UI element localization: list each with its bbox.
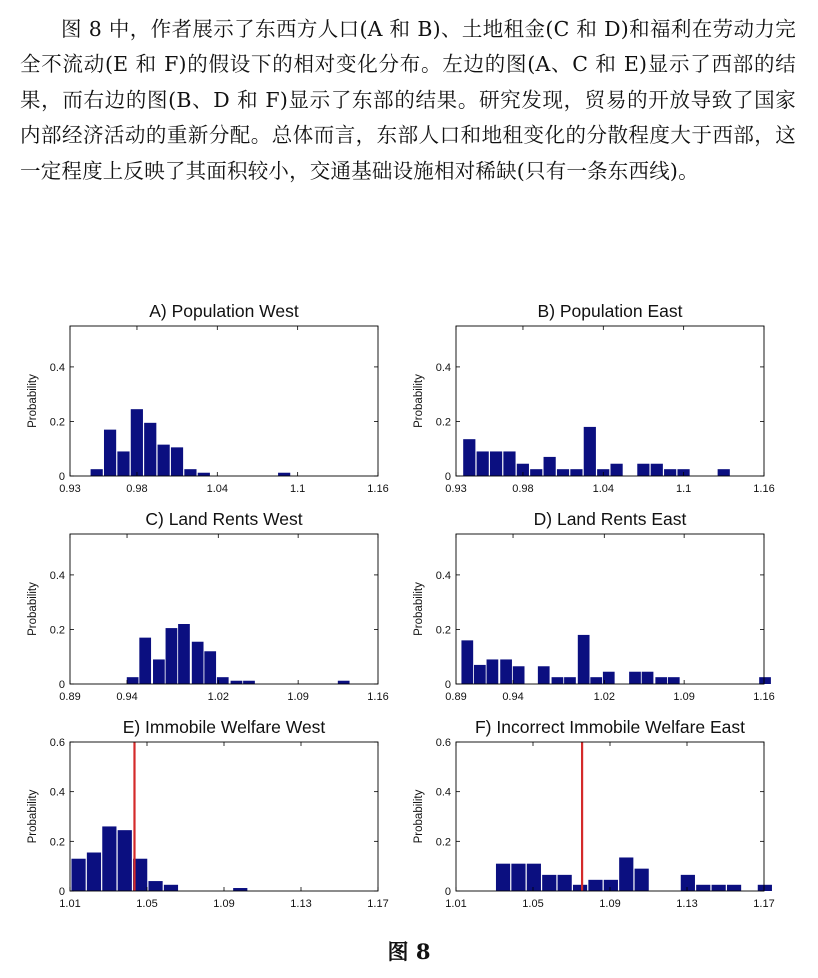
y-tick-label: 0.4	[435, 569, 451, 582]
chart-title: E) Immobile Welfare West	[122, 717, 326, 737]
bar-d-13	[655, 677, 667, 684]
bar-f-12	[712, 885, 726, 891]
bar-e-0	[71, 859, 85, 891]
y-axis-label: Probability	[413, 582, 425, 636]
x-tick-label: 1.01	[445, 898, 467, 910]
x-tick-label: 1.1	[676, 483, 692, 495]
bar-a-3	[131, 409, 143, 476]
x-tick-label: 1.16	[753, 483, 775, 495]
chart-title: D) Land Rents East	[533, 509, 687, 529]
bar-b-3	[503, 451, 515, 476]
bar-d-3	[500, 659, 512, 684]
bar-a-6	[171, 447, 183, 476]
y-tick-label: 0.6	[435, 737, 451, 749]
bar-a-9	[278, 473, 290, 476]
x-tick-label: 1.09	[287, 691, 309, 703]
bar-b-6	[544, 457, 556, 476]
bar-d-7	[564, 677, 576, 684]
bar-f-9	[635, 869, 649, 891]
bar-e-2	[102, 826, 116, 891]
chart-panel-c	[27, 509, 389, 703]
bar-f-8	[619, 857, 633, 891]
bar-c-4	[178, 624, 190, 684]
y-tick-label: 0.2	[49, 624, 65, 637]
chart-panel-a	[27, 301, 389, 495]
plot-frame-b	[456, 326, 764, 476]
bar-f-10	[681, 875, 695, 891]
bar-e-5	[148, 881, 162, 891]
x-tick-label: 1.02	[593, 691, 616, 703]
bar-a-8	[198, 473, 210, 476]
y-tick-label: 0.2	[435, 416, 451, 429]
bar-f-3	[542, 875, 556, 891]
y-tick-label: 0.2	[49, 416, 65, 429]
bar-d-1	[474, 665, 486, 684]
x-tick-label: 0.93	[59, 483, 81, 495]
chart-title: F) Incorrect Immobile Welfare East	[474, 717, 746, 737]
bar-a-1	[104, 430, 116, 476]
y-tick-label: 0	[444, 886, 451, 898]
x-tick-label: 0.94	[116, 691, 138, 703]
body-paragraph: 图 8 中，作者展示了东西方人口(A 和 B)、土地租金(C 和 D)和福利在劳动力完全不流动(E 和 F)的假设下的相对变化分布。左边的图(A、C 和 E)显示了西部的结果，而右边的图(B、D 和 F)显示了东部的结果。研究发现，贸易的开放导致了国家内部经济活动的重新分配。总体而言，东部人口和地租变化的分散程度大于西部，这一定程度上反映了其面积较小，交通基础设施相对稀缺(只有一条东西线)。	[20, 17, 796, 183]
x-tick-label: 1.09	[673, 691, 695, 703]
x-tick-label: 0.98	[126, 483, 148, 495]
figure-caption: 图 8	[387, 939, 431, 964]
chart-title: B) Population East	[537, 301, 683, 321]
x-tick-label: 1.13	[290, 898, 312, 910]
y-tick-label: 0.6	[49, 737, 65, 749]
chart-title: A) Population West	[149, 301, 299, 321]
bar-b-13	[651, 464, 663, 476]
y-tick-label: 0.4	[435, 786, 451, 799]
bar-b-0	[463, 439, 475, 476]
x-tick-label: 0.98	[512, 483, 534, 495]
x-tick-label: 1.04	[592, 483, 615, 495]
bar-c-5	[192, 642, 204, 684]
bar-b-2	[490, 451, 502, 476]
chart-panel-e	[27, 717, 389, 910]
x-tick-label: 1.01	[59, 898, 81, 910]
y-tick-label: 0	[58, 471, 65, 483]
bar-b-14	[664, 469, 676, 476]
bar-d-4	[513, 666, 525, 684]
bar-b-9	[584, 427, 596, 476]
x-tick-label: 1.05	[522, 898, 544, 910]
y-tick-label: 0.4	[49, 569, 65, 582]
bar-f-5	[573, 885, 587, 891]
y-tick-label: 0.2	[435, 836, 451, 849]
bar-e-3	[118, 830, 132, 891]
bar-c-2	[153, 659, 165, 684]
x-tick-label: 1.04	[206, 483, 229, 495]
x-tick-label: 1.16	[367, 691, 389, 703]
bar-a-7	[184, 469, 196, 476]
bar-c-6	[204, 651, 216, 684]
chart-title: C) Land Rents West	[145, 509, 303, 529]
y-tick-label: 0	[58, 886, 65, 898]
bar-d-6	[552, 677, 564, 684]
plot-frame-c	[70, 534, 378, 684]
x-tick-label: 1.09	[599, 898, 621, 910]
bar-e-6	[164, 885, 178, 891]
bar-c-9	[243, 681, 255, 684]
bar-f-14	[758, 885, 772, 891]
bar-c-1	[139, 638, 151, 684]
x-tick-label: 1.16	[367, 483, 389, 495]
bar-a-0	[91, 469, 103, 476]
x-tick-label: 1.09	[213, 898, 235, 910]
x-tick-label: 1.1	[290, 483, 306, 495]
bar-f-2	[527, 864, 541, 891]
x-tick-label: 0.94	[502, 691, 524, 703]
bar-b-1	[477, 451, 489, 476]
y-tick-label: 0.2	[435, 624, 451, 637]
plot-frame-a	[70, 326, 378, 476]
bar-d-5	[538, 666, 550, 684]
bar-d-0	[461, 640, 473, 684]
bar-f-4	[558, 875, 572, 891]
y-tick-label: 0.4	[435, 361, 451, 374]
x-tick-label: 1.17	[367, 898, 389, 910]
figure-8	[0, 290, 818, 936]
bar-e-1	[87, 853, 101, 891]
bar-a-2	[117, 451, 129, 476]
y-axis-label: Probability	[413, 374, 425, 428]
y-axis-label: Probability	[27, 582, 39, 636]
y-tick-label: 0.2	[49, 836, 65, 849]
bar-d-2	[487, 659, 499, 684]
bar-b-16	[718, 469, 730, 476]
bar-f-1	[511, 864, 525, 891]
x-tick-label: 1.05	[136, 898, 158, 910]
bar-d-9	[590, 677, 602, 684]
bar-a-4	[144, 423, 156, 476]
x-tick-label: 1.02	[207, 691, 230, 703]
bar-d-12	[642, 672, 654, 684]
bar-c-0	[127, 677, 139, 684]
bar-c-3	[166, 628, 178, 684]
bar-a-5	[158, 445, 170, 476]
y-axis-label: Probability	[27, 789, 39, 844]
bar-f-11	[696, 885, 710, 891]
bar-d-15	[759, 677, 771, 684]
bar-f-7	[604, 880, 618, 891]
bar-b-12	[637, 464, 649, 476]
y-tick-label: 0	[444, 679, 451, 691]
y-axis-label: Probability	[27, 374, 39, 428]
y-tick-label: 0.4	[49, 361, 65, 374]
y-tick-label: 0	[58, 679, 65, 691]
x-tick-label: 0.93	[445, 483, 467, 495]
bar-f-13	[727, 885, 741, 891]
chart-panel-d	[413, 509, 775, 703]
y-axis-label: Probability	[413, 789, 425, 844]
bar-d-8	[578, 635, 590, 684]
chart-panel-b	[413, 301, 775, 495]
y-tick-label: 0	[444, 471, 451, 483]
bar-b-8	[570, 469, 582, 476]
bar-c-8	[231, 681, 243, 684]
chart-panel-f	[413, 717, 775, 910]
x-tick-label: 1.13	[676, 898, 698, 910]
x-tick-label: 0.89	[59, 691, 81, 703]
x-tick-label: 0.89	[445, 691, 467, 703]
x-tick-label: 1.16	[753, 691, 775, 703]
bar-d-11	[629, 672, 641, 684]
bar-b-5	[530, 469, 542, 476]
bar-d-14	[668, 677, 680, 684]
bar-f-6	[588, 880, 602, 891]
x-tick-label: 1.17	[753, 898, 775, 910]
bar-b-7	[557, 469, 569, 476]
y-tick-label: 0.4	[49, 786, 65, 799]
bar-c-10	[338, 681, 350, 684]
bar-b-11	[611, 464, 623, 476]
bar-f-0	[496, 864, 510, 891]
